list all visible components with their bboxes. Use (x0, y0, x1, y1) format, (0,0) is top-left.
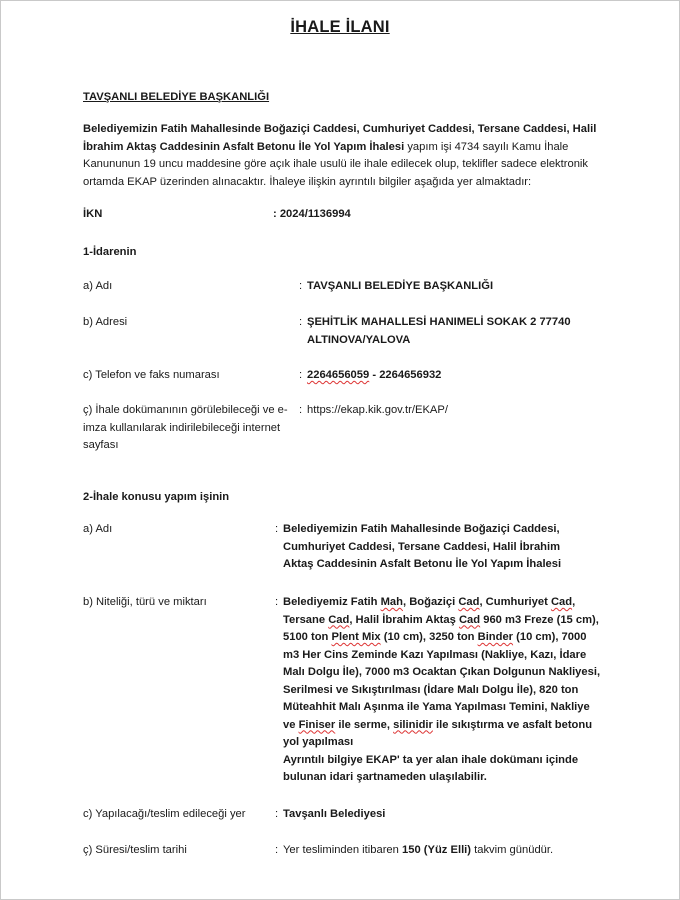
text-run: 960 m3 Freze (15 cm), 5100 ton (283, 613, 599, 643)
duration-days: 150 (Yüz Elli) (402, 844, 472, 856)
s1-phone-separator: - (369, 369, 380, 381)
text-run: ile sıkıştırma ve asfalt betonu yol yapılması (283, 718, 593, 748)
s2-name-value: Belediyemizin Fatih Mahallesinde Boğaziçi Caddesi, Cumhuriyet Caddesi, Tersane Caddesi, Halil İbrahim Aktaş Caddesinin Asfalt Betonu İle Yol Yapım İhalesi (283, 523, 562, 570)
duration-text: Yer tesliminden itibaren (283, 844, 402, 856)
text-run: , Boğaziçi (402, 596, 459, 608)
s2-duration-value (283, 842, 623, 860)
s2-location-colon: : (275, 808, 279, 820)
flagged-word: Finiser (298, 718, 336, 731)
section2-heading: 2-İhale konusu yapım işinin (83, 491, 230, 503)
text-run: Belediyemiz Fatih (283, 596, 381, 608)
text-run: ile serme, (335, 718, 394, 731)
text-run: , Tersane (283, 596, 576, 626)
flagged-word: Plent Mix (331, 631, 381, 643)
intro-bold-text: Belediyemizin Fatih Mahallesinde Boğaziçi Caddesi, Cumhuriyet Caddesi, Tersane Caddesi, Halil İbrahim Aktaş Caddesinin Asfalt Betonu İle Yol Yapım İhalesi (83, 123, 597, 153)
ikn-value: : 2024/1136994 (273, 208, 351, 220)
s1-name-label: a) Adı (83, 280, 113, 292)
flagged-word: silinidir (393, 718, 433, 731)
s2-nature-description (283, 594, 601, 752)
s1-name-colon: : (299, 280, 303, 292)
s2-nature-extra-info: Ayrıntılı bilgiye EKAP' ta yer alan ihale dokümanı içinde bulunan idari şartnameden ulaşılabilir. (283, 753, 579, 783)
s1-phone-value (307, 367, 607, 385)
s1-address-line1: ŞEHİTLİK MAHALLESİ HANIMELİ SOKAK 2 77740 (307, 316, 571, 328)
s2-nature-value (283, 594, 601, 787)
s2-location-value: Tavşanlı Belediyesi (283, 808, 386, 820)
s2-nature-colon: : (275, 596, 279, 608)
text-run: , Halil İbrahim Aktaş (349, 613, 459, 626)
s2-location-label: c) Yapılacağı/teslim edileceği yer (83, 808, 246, 820)
s2-name-colon: : (275, 523, 279, 535)
s2-nature-label: b) Niteliği, türü ve miktarı (83, 596, 207, 608)
page-title: İHALE İLANI (290, 18, 390, 36)
s2-duration-label: ç) Süresi/teslim tarihi (83, 844, 187, 856)
flagged-word: Cad (458, 613, 481, 626)
authority-heading: TAVŞANLI BELEDİYE BAŞKANLIĞI (83, 91, 270, 103)
s1-website-label: ç) İhale dokümanının görülebileceği ve e-imza kullanılarak indirilebileceği internet sayfası (83, 404, 288, 451)
text-run: (10 cm), 7000 m3 Her Cins Zeminde Kazı Yapılması (Nakliye, Kazı, İdare Malı Dolgu İle), 7000 m3 Ocaktan Çıkan Dolgunun Nakliyesi, Serilmesi ve Sıkıştırılması (İdare Malı Dolgu İle), 820 ton Müteahhit Malı Aşınma ile Yama Yapılması Temini, Nakliye ve (283, 631, 601, 731)
s1-address-line2: ALTINOVA/YALOVA (307, 333, 411, 346)
intro-paragraph (83, 121, 603, 191)
text-run: (10 cm), 3250 ton (380, 631, 478, 643)
intro-text: yapım işi 4734 sayılı Kamu İhale Kanununun 19 uncu maddesine göre açık ihale usulü ile ihale edilecek olup, teklifler sadece elektronik ortamda EKAP üzerinden alınacaktır. İhaleye ilişkin ayrıntılı bilgiler aşağıda yer almaktadır: (83, 140, 589, 188)
s1-phone-label: c) Telefon ve faks numarası (83, 369, 220, 381)
s1-address-value (307, 314, 607, 349)
s2-duration-colon: : (275, 844, 279, 856)
flagged-word: Binder (477, 631, 514, 643)
s1-website-colon: : (299, 404, 303, 416)
s1-address-colon: : (299, 316, 303, 328)
s1-phone-colon: : (299, 369, 303, 381)
duration-text-suffix: takvim günüdür. (471, 844, 554, 856)
ikn-label: İKN (83, 208, 103, 220)
flagged-word: Mah (380, 596, 403, 608)
s1-phone-number: 2264656059 (307, 369, 370, 381)
flagged-word: Cad (328, 613, 350, 626)
s1-name-value: TAVŞANLI BELEDİYE BAŞKANLIĞI (307, 280, 494, 292)
flagged-word: Cad (458, 596, 480, 608)
s1-fax-number: 2264656932 (379, 369, 442, 381)
flagged-word: Cad (550, 596, 573, 608)
text-run: , Cumhuriyet (479, 596, 551, 608)
section1-heading: 1-İdarenin (83, 246, 137, 258)
s1-address-label: b) Adresi (83, 316, 128, 328)
s1-website-link[interactable]: https://ekap.kik.gov.tr/EKAP/ (307, 404, 448, 416)
s2-name-label: a) Adı (83, 523, 113, 535)
